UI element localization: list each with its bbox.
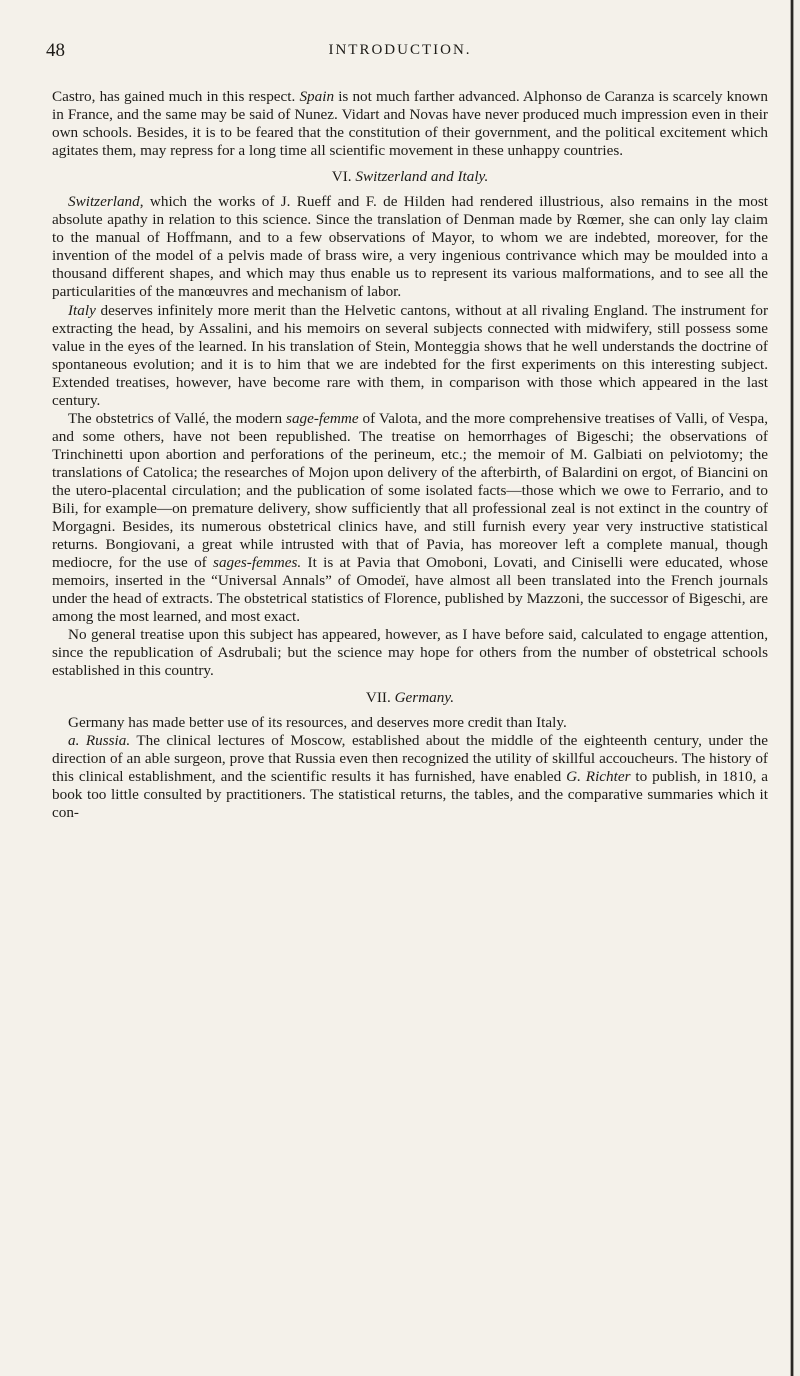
section-number: VI. <box>331 168 356 186</box>
section-heading-vi <box>52 168 768 186</box>
paragraph <box>52 193 768 301</box>
page-header <box>46 40 754 64</box>
page-number: 48 <box>46 40 65 61</box>
text-run: is not much farther advanced. Alphonso de Caranza is scarcely known in France, and the same may be said of Nunez. Vidart and Novas have never produced much impression even in their own schools. Besides, it is to be feared that the constitution of their government, and the political excitement which agitates them, may repress for a long time all scientific movement in these unhappy countries. <box>52 88 768 160</box>
text-run: , which the works of J. Rueff and F. de Hilden had rendered illustrious, also remains in the most absolute apathy in relation to this science. Since the translation of Denman made by Rœmer, she can only lay claim to the manual of Hoffmann, and to a few observations of Mayor, to whom we are indebted, moreover, for the invention of the model of a pelvis made of brass wire, a very ingenious contrivance which may be moulded into a thousand different shapes, and which may thus enable us to represent its various malformations, and to see all the particularities of the manœuvres and mechanism of labor. <box>52 193 768 301</box>
text-run-italic: sages-femmes. <box>213 554 302 572</box>
paragraph: Germany has made better use of its resources, and deserves more credit than Italy. <box>68 713 567 731</box>
text-run-italic: sage-femme <box>286 409 359 427</box>
paragraph: No general treatise upon this subject has appeared, however, as I have before said, calculated to engage attention, since the republication of Asdrubali; but the science may hope for others from the number of obstetrical schools established in this country. <box>52 626 768 680</box>
page-edge-shadow <box>786 0 800 1376</box>
text-run: It is at Pavia that Omoboni, Lovati, and Ciniselli were educated, whose memoirs, inserted in the “Universal Annals” of Omodeï, have almost all been translated into the French journals under the head of extracts. The obstetrical statistics of Florence, published by Mazzoni, the successor of Bigeschi, are among the most learned, and most exact. <box>52 554 768 626</box>
running-head: INTRODUCTION. <box>328 42 472 58</box>
text-run-italic: Spain <box>299 88 335 105</box>
paragraph <box>52 732 768 822</box>
text-run-italic: a. Russia. <box>68 731 131 749</box>
paragraph <box>52 88 768 160</box>
text-run: The obstetrics of Vallé, the modern <box>68 409 287 427</box>
paragraph <box>52 302 768 410</box>
text-run: to publish, in 1810, a book too little consulted by practitioners. The statistical returns, the tables, and the comparative summaries which it con- <box>52 767 769 821</box>
text-run-italic: Italy <box>68 301 96 319</box>
text-run-italic: Switzerland <box>68 193 140 211</box>
section-number: VII. <box>365 688 395 706</box>
section-title: Germany. <box>394 688 455 706</box>
text-run: The clinical lectures of Moscow, established about the middle of the eighteenth century, under the direction of an able surgeon, prove that Russia even then recognized the utility of skillful accoucheurs. The history of this clinical establishment, and the scientific results it has furnished, have enabled <box>52 731 768 785</box>
paragraph <box>52 410 768 627</box>
section-title: Switzerland and Italy. <box>355 168 489 186</box>
section-heading-vii <box>52 689 768 707</box>
text-run: deserves infinitely more merit than the Helvetic cantons, without at all rivaling England. The instrument for extracting the head, by Assalini, and his memoirs on several subjects connected with midwifery, still possess some value in the eyes of the learned. In his translation of Stein, Monteggia shows that he well understands the doctrine of spontaneous evolution; and it is to him that we are indebted for the first experiments on this interesting subject. Extended treatises, however, have become rare with them, in comparison with those which appeared in the last century. <box>52 301 768 409</box>
text-run: of Valota, and the more comprehensive treatises of Valli, of Vespa, and some others, have not been republished. The treatise on hemorrhages of Bigeschi; the observations of Trinchinetti upon abortion and perforations of the perineum, etc.; the memoir of M. Galbiati on pelviotomy; the translations of Catolica; the researches of Mojon upon delivery of the afterbirth, of Balardini on ergot, of Biancini on the utero-placental circulation; and the publication of some isolated facts—those which we owe to Ferrario, and to Bili, for example—on premature delivery, show sufficiently that all professional zeal is not extinct in the country of Morgagni. Besides, its numerous obstetrical clinics have, and still furnish every year very instructive statistical returns. Bongiovani, a great while intrusted with that of Pavia, has moreover left a complete manual, though mediocre, for the use of <box>52 409 768 572</box>
text-run: Castro, has gained much in this respect. <box>52 88 300 105</box>
body-text <box>52 88 768 822</box>
text-run-italic: G. Richter <box>566 767 631 785</box>
